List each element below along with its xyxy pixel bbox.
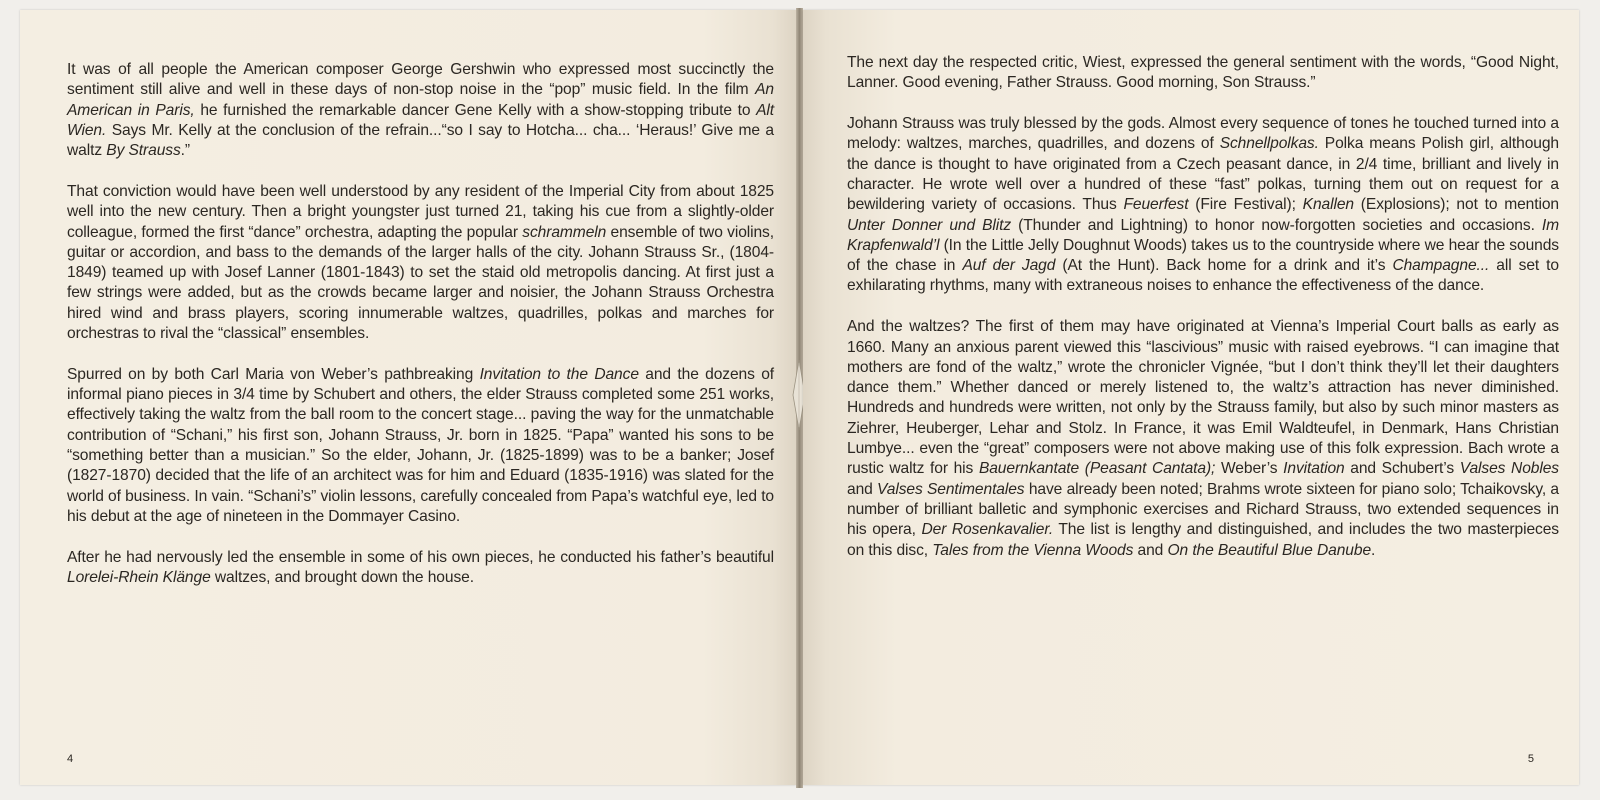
text-run: ensemble of two violins, guitar or accordion, and bass to the demands of the larger halls of the city. Johann Strauss Sr., (1804-1849) teamed up with Josef Lanner (1801-1843) to set the staid old metropolis dancing. At first just a few strings were added, but as the crowds became larger and noisier, the Johann Strauss Orchestra hired wind and brass players, scoring innumerable waltzes, quadrilles, polkas and marches for orchestras to rival the “classical” ensembles. (67, 223, 774, 343)
right-paragraph-3 (847, 317, 1559, 561)
left-paragraph-2 (67, 182, 774, 344)
italic-title: An American in Paris, (67, 81, 774, 119)
text-run: and (847, 480, 878, 498)
italic-title: Champagne... (1392, 257, 1490, 275)
italic-title: Der Rosenkavalier. (921, 521, 1054, 539)
left-paragraph-3 (67, 365, 774, 527)
italic-title: Tales from the Vienna Woods (932, 541, 1134, 559)
text-run: waltzes, and brought down the house. (210, 569, 474, 587)
italic-title: Alt Wien. (67, 101, 774, 139)
italic-title: Valses Sentimentales (877, 480, 1025, 498)
right-paragraph-2 (847, 114, 1559, 297)
left-paragraph-1 (67, 60, 774, 161)
italic-title: On the Beautiful Blue Danube (1167, 541, 1372, 559)
text-run: Johann Strauss was truly blessed by the gods. Almost every sequence of tones he touched turned into a melody: waltzes, marches, quadrilles, and dozens of (847, 115, 1559, 153)
italic-title: By Strauss (106, 142, 181, 160)
text-run: (At the Hunt). Back home for a drink and it’s (1055, 257, 1393, 275)
italic-title: Im Krapfenwald’l (847, 216, 1559, 254)
text-run: After he had nervously led the ensemble in some of his own pieces, he conducted his father’s beautiful (67, 548, 774, 566)
text-run: (Fire Festival); (1188, 196, 1303, 214)
text-run: he furnished the remarkable dancer Gene Kelly with a show-stopping tribute to (194, 101, 757, 119)
text-run: have already been noted; Brahms wrote sixteen for piano solo; Tchaikovsky, a number of brilliant balletic and symphonic exercises and Richard Strauss, two extended sequences in his opera, (847, 480, 1560, 539)
text-run: .” (180, 142, 190, 160)
right-paragraph-1 (847, 53, 1559, 94)
page-number-left: 4 (67, 753, 74, 765)
text-run: and the dozens of informal piano pieces in 3/4 time by Schubert and others, the elder Strauss completed some 251 works, effectively taking the waltz from the ball room to the concert stage... paving the way for the unmatchable contribution of “Schani,” his first son, Johann Strauss, Jr. born in 1825. “Papa” wanted his sons to be “something better than a musician.” So the elder, Johann, Jr. (1825-1899) was to be a banker; Josef (1827-1870) decided that the life of an architect was for him and Eduard (1835-1916) was slated for the world of business. In vain. “Schani’s” violin lessons, carefully concealed from Papa’s watchful eye, led to his debut at the age of nineteen in the Dommayer Casino. (67, 365, 775, 525)
text-run: Weber’s (1215, 460, 1284, 478)
right-page-body (847, 53, 1559, 561)
text-run: and (1133, 541, 1168, 559)
italic-title: Knallen (1302, 196, 1354, 214)
text-run: Polka means Polish girl, although the dance is thought to have originated from a Czech peasant dance, in 2/4 time, brilliant and lively in character. He wrote well over a hundred of these “fast” polkas, turning them out on request for a bewildering variety of occasions. Thus (847, 135, 1559, 214)
text-run: Spurred on by both Carl Maria von Weber’s pathbreaking (67, 365, 480, 383)
text-run: The list is lengthy and distinguished, and includes the two masterpieces on this disc, (847, 521, 1559, 559)
right-page (803, 10, 1579, 785)
italic-title: Bauernkantate (Peasant Cantata); (978, 460, 1216, 478)
text-run: . (1371, 541, 1376, 559)
italic-title: Valses Nobles (1459, 460, 1559, 478)
italic-title: Unter Donner und Blitz (847, 216, 1012, 234)
italic-title: Lorelei-Rhein Klänge (67, 569, 211, 587)
italic-title: schrammeln (522, 223, 607, 241)
italic-title: Invitation to the Dance (479, 365, 639, 383)
text-run: That conviction would have been well understood by any resident of the Imperial City from about 1825 well into the new century. Then a bright youngster just turned 21, taking his cue from a slightly-older colleague, formed the first “dance” orchestra, adapting the popular (67, 182, 774, 241)
italic-title: Feuerfest (1123, 196, 1189, 214)
italic-title: Auf der Jagd (962, 257, 1056, 275)
text-run: (Thunder and Lightning) to honor now-forgotten societies and occasions. (1011, 216, 1542, 234)
left-paragraph-4 (67, 548, 774, 589)
page-number-right: 5 (1527, 753, 1534, 765)
text-run: (Explosions); not to mention (1354, 196, 1559, 214)
text-run: The next day the respected critic, Wiest, expressed the general sentiment with the words, “Good Night, Lanner. Good evening, Father Strauss. Good morning, Son Strauss.” (847, 54, 1559, 92)
text-run: all set to exhilarating rhythms, many with extraneous noises to enhance the effectiveness of the dance. (847, 257, 1559, 295)
italic-title: Invitation (1283, 460, 1345, 478)
text-run: And the waltzes? The first of them may have originated at Vienna’s Imperial Court balls as early as 1660. Many an anxious parent viewed this “lascivious” music with raised eyebrows. “I can imagine that mothers are fond of the waltz,” wrote the chronicler Vignée, “but I don’t think they’ll let their daughters dance them.” Whether danced or merely listened to, the waltz’s attraction has never diminished. Hundreds and hundreds were written, not only by the Strauss family, but also by such minor masters as Ziehrer, Heuberger, Lehar and Stolz. In France, it was Emil Waldteufel, in Denmark, Hans Christian Lumbye... even the “great” composers were not above making use of this folk expression. Bach wrote a rustic waltz for his (847, 318, 1559, 478)
italic-title: Schnellpolkas. (1219, 135, 1319, 153)
text-run: and Schubert’s (1344, 460, 1460, 478)
text-run: It was of all people the American composer George Gershwin who expressed most succinctly the sentiment still alive and well in these days of non-stop noise in the “pop” music field. In the film (67, 61, 774, 99)
left-page (20, 10, 796, 785)
text-run: Says Mr. Kelly at the conclusion of the refrain...“so I say to Hotcha... cha... ‘Heraus!’ Give me a waltz (67, 121, 774, 160)
left-page-body (67, 60, 774, 588)
text-run: (In the Little Jelly Doughnut Woods) takes us to the countryside where we hear the sounds of the chase in (847, 236, 1559, 275)
